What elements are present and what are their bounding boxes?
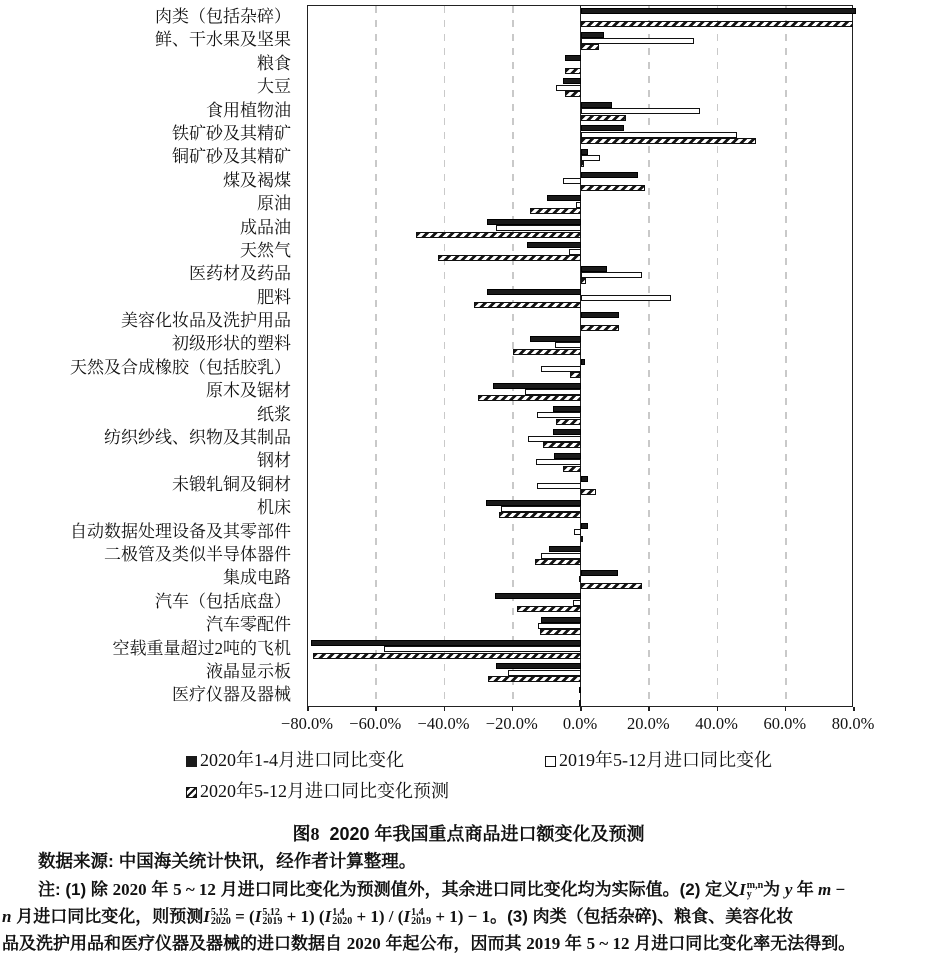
bar-group xyxy=(308,53,852,76)
bar-series-0 xyxy=(581,125,624,131)
bar-series-2 xyxy=(581,44,599,50)
bar-series-0 xyxy=(563,78,581,84)
category-label: 纸浆 xyxy=(257,404,291,424)
category-label: 初级形状的塑料 xyxy=(172,334,291,354)
note-text: 为 xyxy=(763,880,785,899)
bar-series-0 xyxy=(493,383,581,389)
bar-series-2 xyxy=(556,419,581,425)
x-tick-label: −60.0% xyxy=(349,714,402,733)
bar-group xyxy=(308,661,852,684)
bar-group xyxy=(308,380,852,403)
bar-series-2 xyxy=(478,395,581,401)
x-tick-label: 60.0% xyxy=(763,714,807,733)
bar-series-2 xyxy=(570,372,581,378)
bar-series-2 xyxy=(579,700,581,706)
bar-group xyxy=(308,357,852,380)
bar-series-0 xyxy=(581,102,612,108)
bar-series-1 xyxy=(541,553,581,559)
x-axis-ticks xyxy=(307,707,853,713)
bar-series-0 xyxy=(581,172,638,178)
axis-tick xyxy=(444,707,446,711)
bar-group xyxy=(308,123,852,146)
note-text: 。(3) 肉类（包括杂碎)、粮食、美容化妆 xyxy=(490,907,794,926)
bar-series-2 xyxy=(535,559,581,565)
note-text: 年 xyxy=(792,880,818,899)
bar-series-2 xyxy=(565,91,581,97)
bar-series-0 xyxy=(565,55,581,61)
bar-series-2 xyxy=(513,349,581,355)
bar-series-0 xyxy=(541,617,581,623)
bar-series-1 xyxy=(581,155,600,161)
bar-series-0 xyxy=(581,476,588,482)
bar-group xyxy=(308,334,852,357)
formula-I-term: I m,n y xyxy=(739,879,764,900)
category-label: 粮食 xyxy=(257,53,291,73)
bar-group xyxy=(308,217,852,240)
category-label: 煤及褐煤 xyxy=(223,170,291,190)
bar-series-2 xyxy=(530,208,581,214)
bar-series-2 xyxy=(565,68,581,74)
legend-item-2020-1-4 xyxy=(186,748,404,772)
axis-tick xyxy=(580,707,582,711)
axis-tick xyxy=(648,707,650,711)
bar-group xyxy=(308,685,852,708)
note-text: 2020 xyxy=(112,880,147,899)
category-label: 钢材 xyxy=(257,451,291,471)
x-axis-labels xyxy=(281,714,875,736)
category-label: 天然气 xyxy=(240,240,291,260)
category-label: 汽车（包括底盘） xyxy=(155,591,291,611)
bar-group xyxy=(308,310,852,333)
category-label: 空载重量超过2吨的飞机 xyxy=(112,638,291,658)
bar-series-1 xyxy=(573,600,581,606)
bar-group xyxy=(308,170,852,193)
category-label: 纺织纱线、织物及其制品 xyxy=(104,428,291,448)
note-text: 年 xyxy=(146,880,174,899)
bar-series-2 xyxy=(581,536,583,542)
bar-group xyxy=(308,240,852,263)
bar-series-2 xyxy=(499,512,581,518)
bar-series-2 xyxy=(517,606,581,612)
axis-tick xyxy=(717,707,719,711)
bar-series-2 xyxy=(581,489,596,495)
category-label: 大豆 xyxy=(257,77,291,97)
bar-series-1 xyxy=(525,389,581,395)
note-text: 注: (1) 除 xyxy=(38,880,113,899)
bar-series-0 xyxy=(486,500,581,506)
bar-group xyxy=(308,474,852,497)
note-text: + 1) ( xyxy=(282,907,325,926)
plot-area xyxy=(307,5,853,707)
category-label: 自动数据处理设备及其零部件 xyxy=(70,521,291,541)
note-text: n xyxy=(2,907,12,926)
formula-I-term: I 5,12 2020 xyxy=(203,906,231,927)
bar-series-0 xyxy=(554,453,581,459)
note-text: 月进口同比变化，则预测 xyxy=(11,907,204,926)
bar-series-0 xyxy=(553,429,581,435)
legend-label: 2020年1-4月进口同比变化 xyxy=(200,750,404,770)
bar-group xyxy=(308,146,852,169)
bar-series-1 xyxy=(536,459,581,465)
bar-group xyxy=(308,591,852,614)
note-text: + 1) / ( xyxy=(352,907,404,926)
axis-tick xyxy=(853,707,855,711)
x-tick-label: −40.0% xyxy=(417,714,470,733)
bar-series-1 xyxy=(576,202,581,208)
x-tick-label: 20.0% xyxy=(626,714,670,733)
bar-group xyxy=(308,193,852,216)
bar-series-1 xyxy=(538,623,581,629)
bar-series-2 xyxy=(581,115,626,121)
bar-series-1 xyxy=(581,272,642,278)
note-text: 5 ~ 12 xyxy=(173,880,216,899)
note-text: 年起公布，因而其 xyxy=(380,934,527,953)
bar-series-0 xyxy=(581,570,618,576)
outline-square-icon xyxy=(545,756,556,767)
bar-series-2 xyxy=(581,185,645,191)
bar-group xyxy=(308,497,852,520)
category-label: 未锻轧铜及铜材 xyxy=(172,474,291,494)
bar-series-0 xyxy=(553,406,581,412)
bar-series-2 xyxy=(581,21,853,27)
bar-series-0 xyxy=(581,312,619,318)
bar-group xyxy=(308,100,852,123)
x-tick-label: 0.0% xyxy=(562,714,598,733)
note-line xyxy=(2,903,935,930)
category-label: 集成电路 xyxy=(223,568,291,588)
bar-series-1 xyxy=(501,506,581,512)
bar-series-2 xyxy=(488,676,581,682)
legend-item-2020-5-12-forecast xyxy=(186,779,449,803)
legend-label: 2020年5-12月进口同比变化预测 xyxy=(200,781,449,801)
category-label: 液晶显示板 xyxy=(206,661,291,681)
bar-series-0 xyxy=(581,32,604,38)
bar-group xyxy=(308,451,852,474)
bar-series-1 xyxy=(537,483,581,489)
bar-series-0 xyxy=(581,149,588,155)
bar-series-2 xyxy=(474,302,581,308)
bar-group xyxy=(308,29,852,52)
bar-series-0 xyxy=(311,640,581,646)
bar-series-0 xyxy=(579,687,581,693)
bar-series-0 xyxy=(581,523,588,529)
category-label: 肥料 xyxy=(257,287,291,307)
category-label: 医疗仪器及器械 xyxy=(172,685,291,705)
bar-series-1 xyxy=(537,412,581,418)
bar-series-0 xyxy=(495,593,581,599)
bar-group xyxy=(308,614,852,637)
legend-label: 2019年5-12月进口同比变化 xyxy=(559,750,772,770)
data-source-text: 数据来源: 中国海关统计快讯，经作者计算整理。 xyxy=(38,851,417,871)
bar-series-0 xyxy=(581,8,856,14)
bar-series-1 xyxy=(574,529,581,535)
category-label: 美容化妆品及洗护用品 xyxy=(121,311,291,331)
hatched-square-icon xyxy=(186,787,197,798)
axis-tick xyxy=(307,707,309,711)
bar-series-1 xyxy=(556,85,581,91)
notes-block xyxy=(2,876,935,957)
bar-series-2 xyxy=(543,442,581,448)
x-tick-label: 80.0% xyxy=(831,714,875,733)
category-label: 原木及锯材 xyxy=(206,381,291,401)
bar-group xyxy=(308,263,852,286)
note-text: + 1) − 1 xyxy=(431,907,491,926)
bar-series-2 xyxy=(438,255,581,261)
bar-series-1 xyxy=(384,646,581,652)
bar-group xyxy=(308,638,852,661)
bar-group xyxy=(308,544,852,567)
bar-series-1 xyxy=(569,249,581,255)
bar-series-2 xyxy=(313,653,581,659)
bar-series-1 xyxy=(541,366,581,372)
note-text: = ( xyxy=(230,907,255,926)
bar-series-1 xyxy=(581,295,671,301)
bar-series-0 xyxy=(581,266,607,272)
category-label: 鲜、干水果及坚果 xyxy=(155,30,291,50)
note-text: y xyxy=(784,880,793,899)
bar-series-2 xyxy=(581,325,619,331)
axis-tick xyxy=(785,707,787,711)
bar-series-0 xyxy=(581,359,585,365)
bar-series-1 xyxy=(508,670,581,676)
bar-series-2 xyxy=(416,232,581,238)
bar-series-0 xyxy=(530,336,581,342)
bar-group xyxy=(308,76,852,99)
category-label: 成品油 xyxy=(240,217,291,237)
bar-series-2 xyxy=(581,583,642,589)
category-label: 铜矿砂及其精矿 xyxy=(172,147,291,167)
bar-series-1 xyxy=(579,576,581,582)
legend-item-2019-5-12 xyxy=(545,748,772,772)
bar-series-2 xyxy=(581,278,586,284)
bar-series-0 xyxy=(496,663,581,669)
note-text: 年 xyxy=(560,934,587,953)
bar-series-0 xyxy=(527,242,581,248)
x-tick-label: −80.0% xyxy=(281,714,333,733)
figure-number: 图8 xyxy=(292,824,320,844)
note-text: − xyxy=(831,880,846,899)
x-tick-label: −20.0% xyxy=(485,714,538,733)
axis-tick xyxy=(512,707,514,711)
category-label: 食用植物油 xyxy=(206,100,291,120)
bar-series-0 xyxy=(549,546,581,552)
data-source-line xyxy=(2,848,935,873)
note-text: 月进口同比变化率无法得到。 xyxy=(629,934,856,953)
axis-tick xyxy=(375,707,377,711)
note-text: 月进口同比变化为预测值外，其余进口同比变化均为实际值。(2) 定义 xyxy=(215,880,740,899)
bar-series-1 xyxy=(496,225,581,231)
note-text: 5 ~ 12 xyxy=(586,934,630,953)
formula-I-term: I 5,12 2019 xyxy=(254,906,283,927)
bar-series-1 xyxy=(581,132,737,138)
bar-series-0 xyxy=(487,289,581,295)
category-label: 铁矿砂及其精矿 xyxy=(172,123,291,143)
formula-I-term: I 1,4 2019 xyxy=(403,906,432,927)
category-label: 天然及合成橡胶（包括胶乳） xyxy=(70,357,291,377)
bar-series-0 xyxy=(547,195,581,201)
category-label: 机床 xyxy=(257,498,291,518)
category-label: 医药材及药品 xyxy=(189,264,291,284)
note-text: 2019 xyxy=(526,934,561,953)
bar-series-1 xyxy=(528,436,581,442)
solid-square-icon xyxy=(186,756,197,767)
category-label: 肉类（包括杂碎） xyxy=(155,7,291,26)
category-label: 汽车零配件 xyxy=(206,615,291,635)
category-label: 二极管及类似半导体器件 xyxy=(104,544,291,564)
note-line xyxy=(2,876,935,903)
bar-group xyxy=(308,287,852,310)
bar-series-0 xyxy=(487,219,581,225)
category-axis xyxy=(0,5,299,707)
bar-group xyxy=(308,521,852,544)
bar-group xyxy=(308,568,852,591)
bar-group xyxy=(308,427,852,450)
bar-series-2 xyxy=(581,138,756,144)
figure-caption xyxy=(0,820,937,846)
bar-series-1 xyxy=(555,342,581,348)
bar-series-1 xyxy=(563,178,581,184)
x-tick-label: 40.0% xyxy=(695,714,738,733)
note-text: 品及洗护用品和医疗仪器及器械的进口数据自 xyxy=(2,934,347,953)
bar-series-1 xyxy=(581,38,694,44)
bar-group xyxy=(308,6,852,29)
note-text: 2020 xyxy=(346,934,381,953)
bar-series-2 xyxy=(563,466,581,472)
bar-series-2 xyxy=(540,629,581,635)
bar-series-2 xyxy=(581,161,584,167)
figure-title: 2020 年我国重点商品进口额变化及预测 xyxy=(329,824,645,844)
bar-series-1 xyxy=(581,108,700,114)
formula-I-term: I 1,4 2020 xyxy=(324,906,353,927)
note-text: m xyxy=(817,880,832,899)
category-label: 原油 xyxy=(257,194,291,214)
bar-group xyxy=(308,404,852,427)
